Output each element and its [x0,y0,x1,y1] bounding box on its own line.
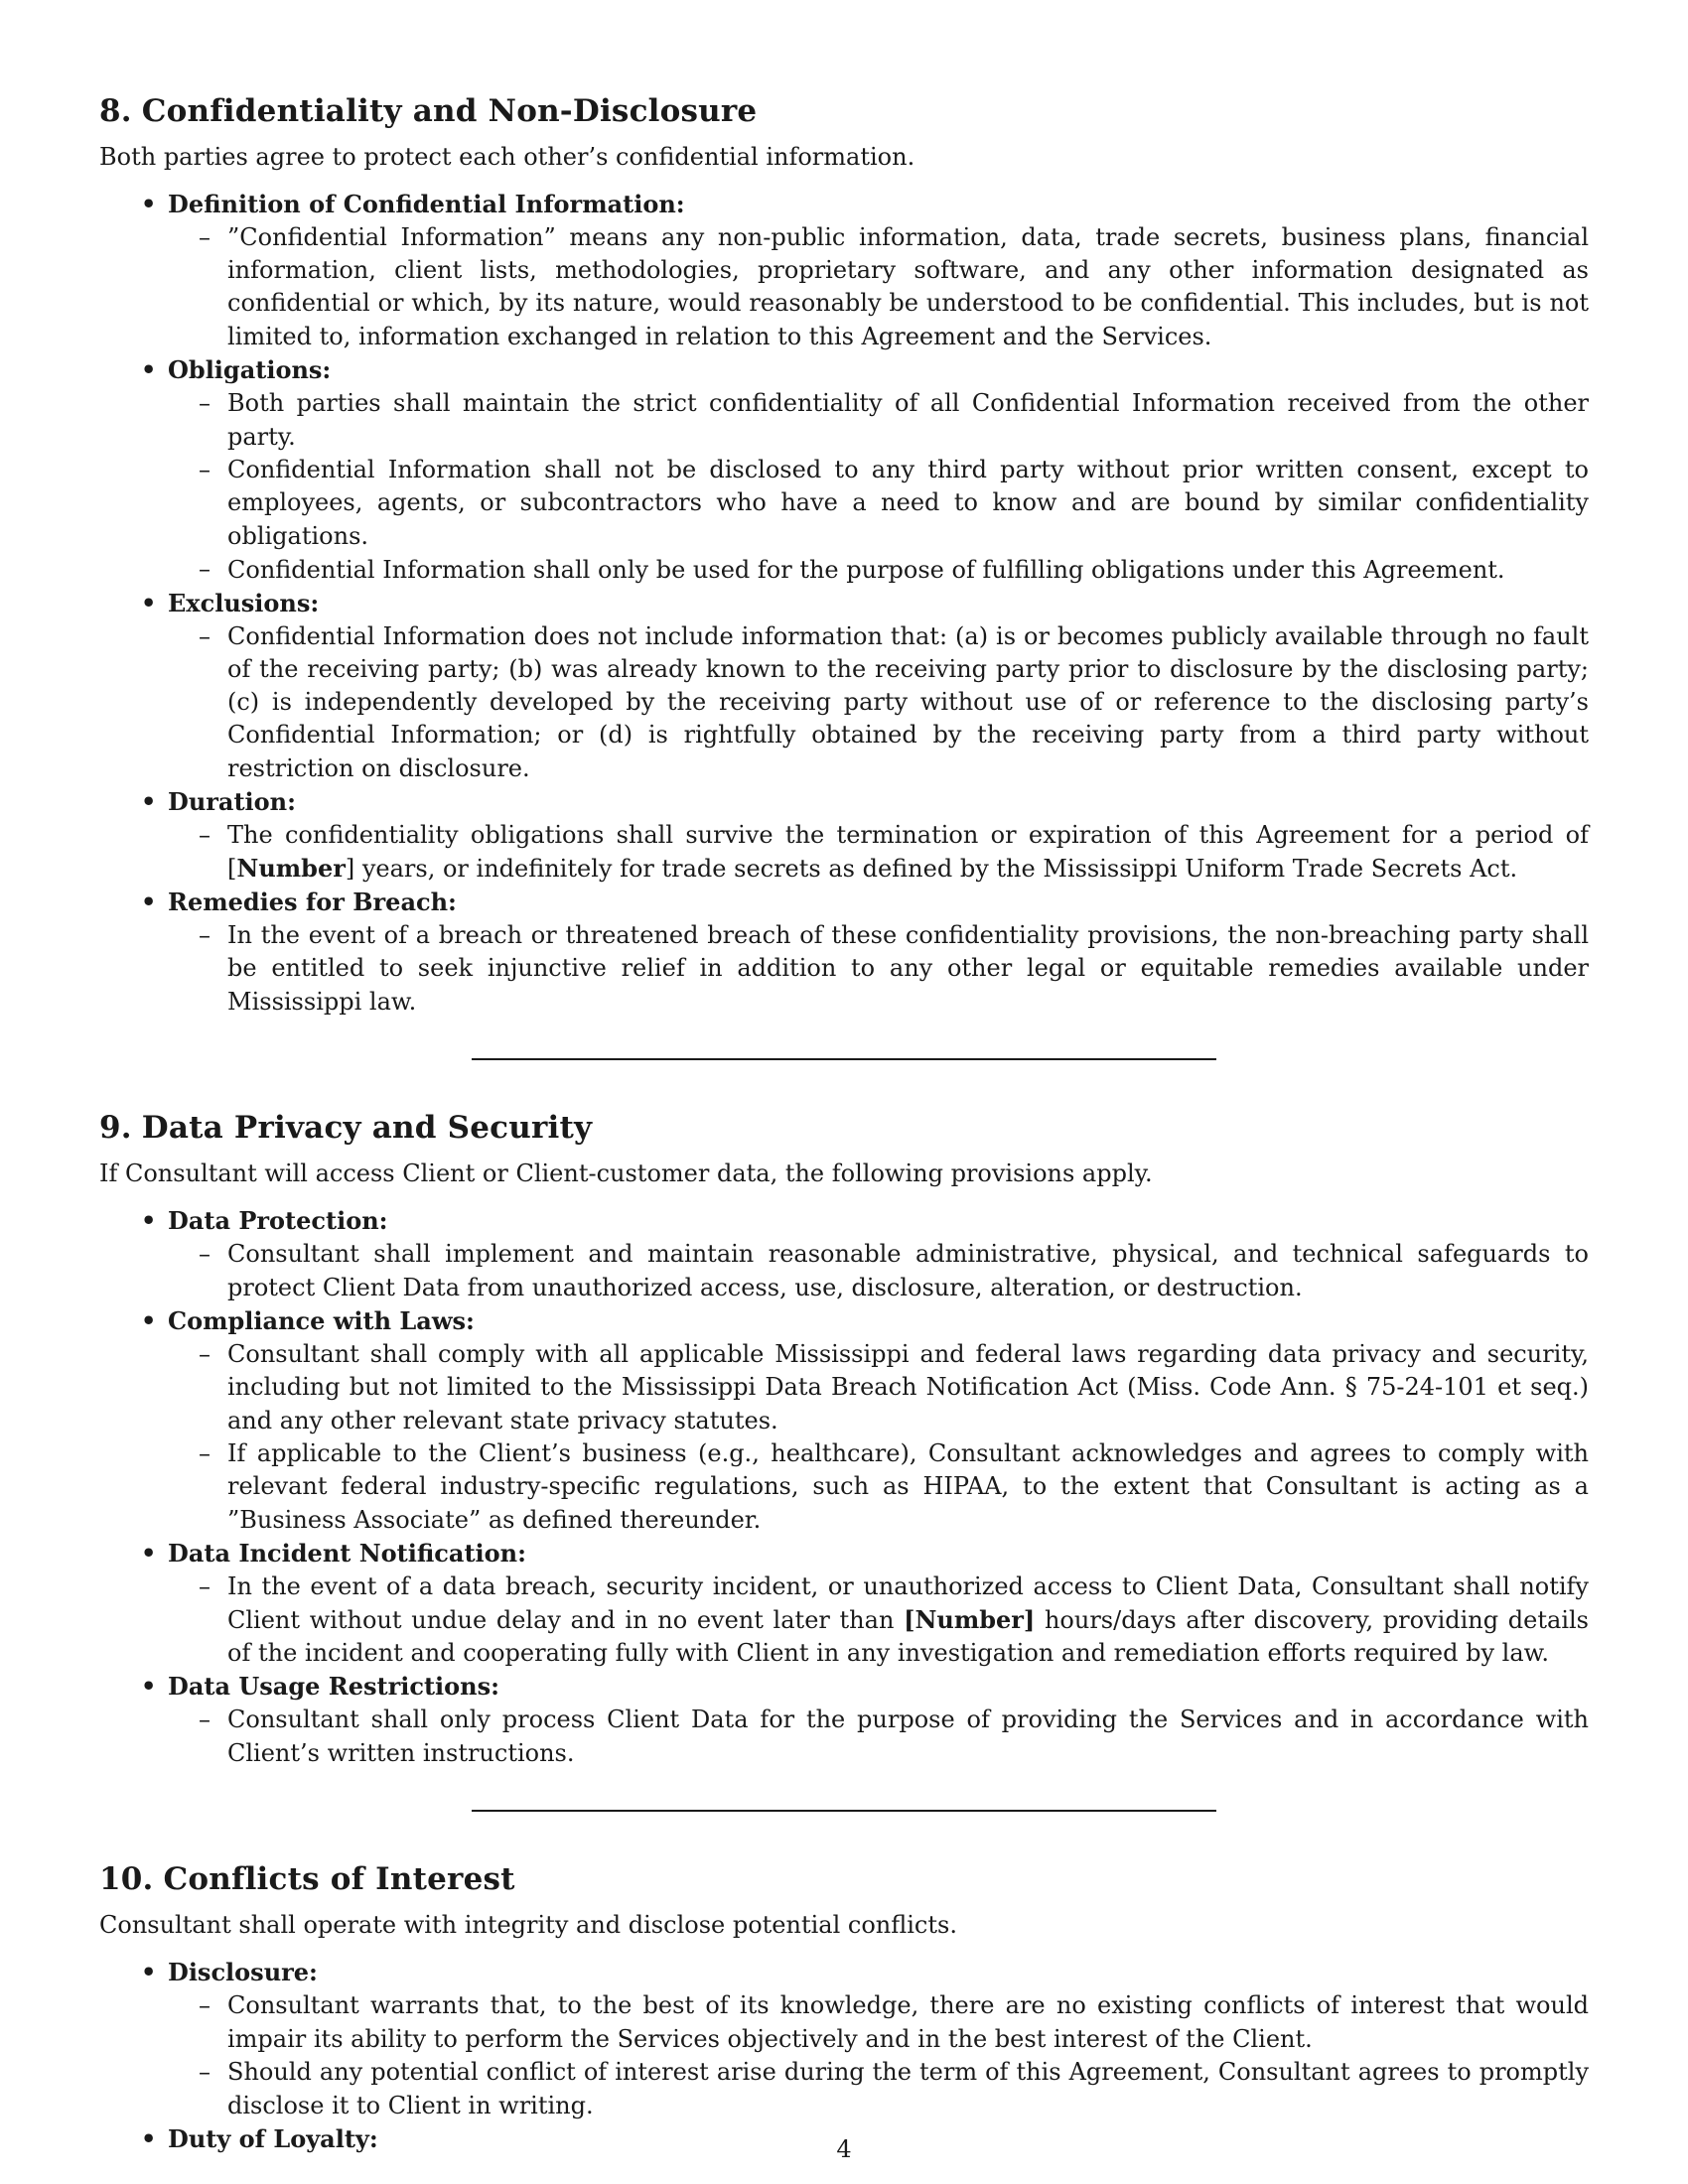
sub-list-item: – Confidential Information does not include information that: (a) is or becomes publicly available through no fault of the receiving party; (b) was already known to the receiving party prior to disclosure by the disclosing party; (c) is independently developed by the receiving party without use of or reference to the disclosing party’s Confidential Information; or (d) is rightfully obtained by the receiving party from a third party without restriction on disclosure. [199,622,1589,782]
item-heading: Data Incident Notification: [168,1539,526,1568]
list-item [99,1956,1589,2122]
section-title: 8. Confidentiality and Non-Disclosure [99,93,758,129]
sub-list-item: – Confidential Information shall not be disclosed to any third party without prior written consent, except to employees, agents, or subcontractors who have a need to know and are bound by similar confidentiality obligations. [199,456,1589,550]
list-item [99,886,1589,1019]
section-intro: Both parties agree to protect each other’s confidential information. [99,143,915,171]
section-item-list [99,1956,1589,2156]
sub-list-item: – Should any potential conflict of interest arise during the term of this Agreement, Consultant agrees to promptly disclose it to Client in writing. [199,2058,1589,2119]
bullet-icon: • [141,887,157,916]
list-item [99,1537,1589,1670]
sub-list-item: – If applicable to the Client’s business (e.g., healthcare), Consultant acknowledges and agrees to comply with relevant federal industry-specific regulations, such as HIPAA, to the extent that Consultant is acting as a ”Business Associate” as defined thereunder. [199,1439,1589,1534]
sub-list-item: – Confidential Information shall only be used for the purpose of fulfilling obligations under this Agreement. [199,555,1505,584]
list-item [99,587,1589,785]
bullet-icon: • [141,2124,157,2153]
item-heading: Definition of Confidential Information: [168,190,685,218]
sub-list-item: – The confidentiality obligations shall survive the termination or expiration of this Agreement for a period of [Number] years, or indefinitely for trade secrets as defined by the Mississippi Uniform Trade Secrets Act. [199,821,1589,883]
sub-list-item: – Consultant shall comply with all applicable Mississippi and federal laws regarding data privacy and security, including but not limited to the Mississippi Data Breach Notification Act (Miss. Code Ann. § 75-24-101 et seq.) and any other relevant state privacy statutes. [199,1340,1589,1434]
item-heading: Obligations: [168,355,332,384]
dash-icon: – [199,1572,211,1600]
dash-icon: – [199,1706,211,1733]
section-conflicts-of-interest [99,1859,1589,2156]
item-heading: Compliance with Laws: [168,1306,475,1335]
dash-icon: – [199,622,211,650]
sub-list-item: – Both parties shall maintain the strict confidentiality of all Confidential Information received from the other party. [199,389,1589,451]
list-item [99,188,1589,353]
bullet-icon: • [141,190,157,218]
section-data-privacy [99,1108,1589,1770]
page-number: 4 [836,2135,852,2163]
list-item [99,1204,1589,1304]
dash-icon: – [199,1991,211,2019]
dash-icon: – [199,1240,211,1268]
dash-icon: – [199,921,211,949]
bullet-icon: • [141,589,157,617]
section-divider [472,1058,1216,1060]
item-heading: Exclusions: [168,589,320,617]
dash-icon: – [199,223,211,251]
dash-icon: – [199,389,211,417]
dash-icon: – [199,2058,211,2086]
section-title: 10. Conflicts of Interest [99,1861,515,1897]
sub-list-item: – ”Confidential Information” means any non-public information, data, trade secrets, business plans, financial information, client lists, methodologies, proprietary software, and any other information designated as confidential or which, by its nature, would reasonably be understood to be confidential. This includes, but is not limited to, information exchanged in relation to this Agreement and the Services. [199,223,1589,350]
item-heading: Data Protection: [168,1206,388,1235]
list-item [99,1670,1589,1770]
sub-list-item: – Consultant shall only process Client Data for the purpose of providing the Services and in accordance with Client’s written instructions. [199,1706,1589,1767]
dash-icon: – [199,555,211,583]
dash-icon: – [199,821,211,849]
item-heading: Disclosure: [168,1958,318,1986]
bullet-icon: • [141,1306,157,1335]
dash-icon: – [199,1340,211,1368]
section-confidentiality [99,91,1589,1019]
sub-list-item: – In the event of a data breach, security incident, or unauthorized access to Client Data, Consultant shall notify Client without undue delay and in no event later than [Number] hours/days after discovery, providing details of the incident and cooperating fully with Client in any investigation and remediation efforts required by law. [199,1572,1589,1667]
sub-list-item: – Consultant warrants that, to the best of its knowledge, there are no existing conflicts of interest that would impair its ability to perform the Services objectively and in the best interest of the Client. [199,1991,1589,2053]
section-item-list [99,188,1589,1019]
bullet-icon: • [141,787,157,816]
section-item-list [99,1204,1589,1770]
document-page [99,91,1589,2156]
item-heading: Data Usage Restrictions: [168,1672,499,1701]
section-intro: Consultant shall operate with integrity and disclose potential conflicts. [99,1911,957,1939]
bullet-icon: • [141,1672,157,1701]
bullet-icon: • [141,1206,157,1235]
dash-icon: – [199,1439,211,1467]
item-heading: Remedies for Breach: [168,887,457,916]
item-heading: Duty of Loyalty: [168,2124,378,2153]
bullet-icon: • [141,1539,157,1568]
item-heading: Duration: [168,787,296,816]
section-divider [472,1810,1216,1812]
bullet-icon: • [141,355,157,384]
dash-icon: – [199,456,211,483]
list-item [99,1304,1589,1537]
section-intro: If Consultant will access Client or Client-customer data, the following provisions apply. [99,1160,1153,1187]
section-title: 9. Data Privacy and Security [99,1110,593,1146]
bullet-icon: • [141,1958,157,1986]
sub-list-item: – In the event of a breach or threatened breach of these confidentiality provisions, the non-breaching party shall be entitled to seek injunctive relief in addition to any other legal or equitable remedies available under Mississippi law. [199,921,1589,1016]
list-item [99,785,1589,886]
sub-list-item: – Consultant shall implement and maintain reasonable administrative, physical, and technical safeguards to protect Client Data from unauthorized access, use, disclosure, alteration, or destruction. [199,1240,1589,1301]
list-item [99,353,1589,587]
